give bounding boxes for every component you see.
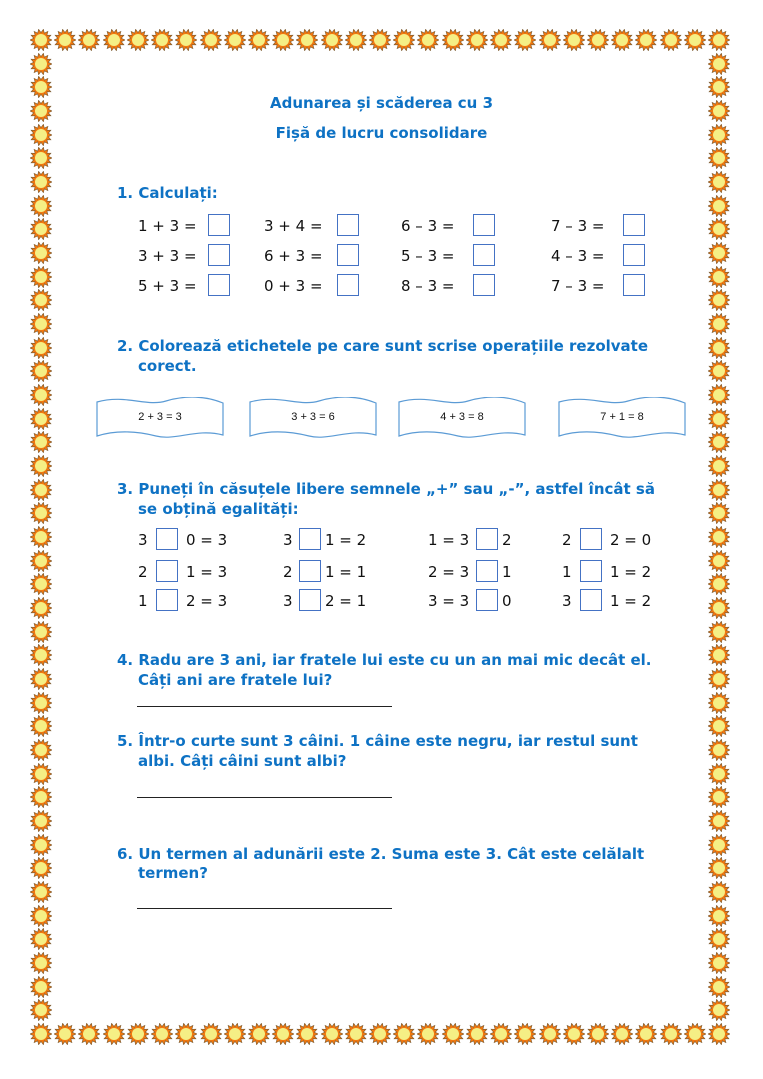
sun-icon	[708, 786, 730, 808]
sun-icon	[30, 526, 52, 548]
sun-icon	[224, 29, 246, 51]
answer-box[interactable]	[623, 214, 645, 236]
sun-icon	[30, 289, 52, 311]
equation-left: 3	[283, 592, 293, 610]
sign-box[interactable]	[476, 560, 498, 582]
sun-icon	[30, 171, 52, 193]
answer-box[interactable]	[208, 274, 230, 296]
label-text: 4 + 3 = 8	[440, 411, 484, 423]
sun-icon	[660, 29, 682, 51]
sun-icon	[708, 715, 730, 737]
sun-icon	[708, 976, 730, 998]
answer-label[interactable]	[398, 397, 526, 441]
sun-icon	[30, 455, 52, 477]
equation: 4 – 3 =	[551, 247, 605, 265]
sun-icon	[708, 289, 730, 311]
equation: 0 + 3 =	[264, 277, 323, 295]
exercise-5-line1: 5. Într-o curte sunt 3 câini. 1 câine este negru, iar restul sunt	[117, 732, 638, 750]
sun-icon	[611, 1023, 633, 1045]
sun-icon	[708, 668, 730, 690]
exercise-2-label-line1: 2. Colorează etichetele pe care sunt scrise operațiile rezolvate	[117, 337, 649, 355]
sun-icon	[30, 29, 52, 51]
sun-icon	[200, 1023, 222, 1045]
sun-icon	[272, 1023, 294, 1045]
sun-icon	[514, 29, 536, 51]
sun-icon	[393, 1023, 415, 1045]
equation-left: 3 = 3	[428, 592, 470, 610]
equation-right: 1 = 1	[325, 563, 367, 581]
sun-icon	[417, 1023, 439, 1045]
sun-icon	[151, 29, 173, 51]
sun-icon	[30, 999, 52, 1021]
answer-box[interactable]	[337, 244, 359, 266]
exercise-3-label-line2: se obțină egalități:	[138, 500, 299, 518]
sun-icon	[708, 810, 730, 832]
equation-right: 0 = 3	[186, 531, 228, 549]
sun-icon	[30, 739, 52, 761]
sun-icon	[539, 29, 561, 51]
sign-box[interactable]	[299, 528, 321, 550]
sun-icon	[103, 1023, 125, 1045]
answer-box[interactable]	[473, 274, 495, 296]
sun-icon	[248, 1023, 270, 1045]
sun-icon	[30, 384, 52, 406]
sun-icon	[708, 455, 730, 477]
equation-right: 1 = 3	[186, 563, 228, 581]
equation-right: 2 = 1	[325, 592, 367, 610]
sun-icon	[248, 29, 270, 51]
sun-icon	[30, 313, 52, 335]
sun-icon	[30, 692, 52, 714]
equation-right: 1 = 2	[610, 592, 652, 610]
sun-icon	[30, 266, 52, 288]
sun-icon	[708, 29, 730, 51]
sun-icon	[30, 786, 52, 808]
sun-icon	[466, 1023, 488, 1045]
exercise-2-label-line2: corect.	[138, 357, 197, 375]
sun-icon	[30, 763, 52, 785]
sun-icon	[321, 1023, 343, 1045]
sun-icon	[514, 1023, 536, 1045]
exercise-6-line2: termen?	[138, 864, 208, 882]
equation: 5 – 3 =	[401, 247, 455, 265]
sun-icon	[30, 668, 52, 690]
equation-right: 2 = 3	[186, 592, 228, 610]
sun-icon	[708, 360, 730, 382]
sun-icon	[30, 502, 52, 524]
equation: 1 + 3 =	[138, 217, 197, 235]
answer-box[interactable]	[473, 214, 495, 236]
sun-icon	[78, 1023, 100, 1045]
sun-icon	[175, 1023, 197, 1045]
sun-icon	[708, 952, 730, 974]
sun-icon	[635, 1023, 657, 1045]
exercise-1-label: 1. Calculați:	[117, 184, 218, 202]
sun-icon	[369, 29, 391, 51]
sun-icon	[103, 29, 125, 51]
sun-icon	[30, 147, 52, 169]
sun-icon	[30, 360, 52, 382]
sign-box[interactable]	[580, 589, 602, 611]
equation: 7 – 3 =	[551, 217, 605, 235]
sign-box[interactable]	[580, 560, 602, 582]
answer-box[interactable]	[623, 244, 645, 266]
sun-icon	[296, 29, 318, 51]
answer-box[interactable]	[623, 274, 645, 296]
sun-icon	[587, 1023, 609, 1045]
sun-icon	[684, 1023, 706, 1045]
answer-label[interactable]	[249, 397, 377, 441]
exercise-5-line2: albi. Câți câini sunt albi?	[138, 752, 347, 770]
sun-icon	[708, 218, 730, 240]
sun-icon	[466, 29, 488, 51]
equation-left: 2 = 3	[428, 563, 470, 581]
sun-icon	[30, 431, 52, 453]
answer-label[interactable]	[96, 397, 224, 441]
equation: 3 + 3 =	[138, 247, 197, 265]
sun-icon	[708, 266, 730, 288]
equation-left: 2	[562, 531, 572, 549]
answer-box[interactable]	[208, 244, 230, 266]
sun-icon	[345, 29, 367, 51]
sun-icon	[272, 29, 294, 51]
sun-icon	[30, 1023, 52, 1045]
sun-icon	[708, 1023, 730, 1045]
page-title: Adunarea și scăderea cu 3	[269, 94, 494, 112]
sun-icon	[175, 29, 197, 51]
sign-box[interactable]	[156, 589, 178, 611]
equation-left: 3	[562, 592, 572, 610]
sun-icon	[708, 881, 730, 903]
equation-left: 1 = 3	[428, 531, 470, 549]
sun-icon	[708, 999, 730, 1021]
sun-icon	[708, 644, 730, 666]
sun-icon	[30, 337, 52, 359]
equation: 6 + 3 =	[264, 247, 323, 265]
sun-icon	[587, 29, 609, 51]
sign-box[interactable]	[156, 528, 178, 550]
equation-left: 2	[283, 563, 293, 581]
sun-icon	[30, 573, 52, 595]
sun-icon	[563, 1023, 585, 1045]
sun-icon	[708, 479, 730, 501]
exercise-5-answer-line[interactable]	[137, 797, 392, 798]
sun-icon	[30, 905, 52, 927]
sun-icon	[30, 479, 52, 501]
sun-icon	[442, 1023, 464, 1045]
sun-icon	[30, 928, 52, 950]
sun-icon	[127, 1023, 149, 1045]
equation-right: 1	[502, 563, 512, 581]
sun-icon	[708, 550, 730, 572]
exercise-4-line1: 4. Radu are 3 ani, iar fratele lui este cu un an mai mic decât el.	[117, 651, 652, 669]
sign-box[interactable]	[299, 589, 321, 611]
sun-icon	[708, 739, 730, 761]
answer-box[interactable]	[337, 214, 359, 236]
sun-icon	[30, 834, 52, 856]
equation-right: 2 = 0	[610, 531, 652, 549]
equation-left: 1	[138, 592, 148, 610]
sun-icon	[54, 1023, 76, 1045]
equation-left: 3	[283, 531, 293, 549]
sun-icon	[708, 763, 730, 785]
sun-icon	[30, 952, 52, 974]
sun-icon	[30, 597, 52, 619]
answer-box[interactable]	[208, 214, 230, 236]
exercise-3-label-line1: 3. Puneți în căsuțele libere semnele „+” sau „-”, astfel încât să	[117, 480, 655, 498]
sun-icon	[708, 53, 730, 75]
sign-box[interactable]	[156, 560, 178, 582]
sun-icon	[490, 29, 512, 51]
exercise-4-line2: Câți ani are fratele lui?	[138, 671, 333, 689]
sun-icon	[345, 1023, 367, 1045]
sun-icon	[30, 810, 52, 832]
equation: 8 – 3 =	[401, 277, 455, 295]
equation-right: 1 = 2	[325, 531, 367, 549]
sun-icon	[708, 337, 730, 359]
sun-icon	[30, 881, 52, 903]
sign-box[interactable]	[476, 589, 498, 611]
equation: 6 – 3 =	[401, 217, 455, 235]
sun-icon	[30, 550, 52, 572]
sun-icon	[708, 171, 730, 193]
sun-icon	[708, 195, 730, 217]
sun-icon	[708, 147, 730, 169]
answer-box[interactable]	[337, 274, 359, 296]
sign-box[interactable]	[299, 560, 321, 582]
sun-icon	[708, 313, 730, 335]
sun-icon	[708, 384, 730, 406]
sun-icon	[30, 715, 52, 737]
label-text: 2 + 3 = 3	[138, 411, 182, 423]
sun-icon	[708, 834, 730, 856]
equation-right: 1 = 2	[610, 563, 652, 581]
sun-icon	[30, 857, 52, 879]
sun-icon	[151, 1023, 173, 1045]
sun-icon	[635, 29, 657, 51]
sun-icon	[708, 573, 730, 595]
sun-icon	[660, 1023, 682, 1045]
exercise-6-line1: 6. Un termen al adunării este 2. Suma este 3. Cât este celălalt	[117, 845, 645, 863]
answer-box[interactable]	[473, 244, 495, 266]
sun-icon	[30, 976, 52, 998]
equation: 7 – 3 =	[551, 277, 605, 295]
sun-icon	[224, 1023, 246, 1045]
sun-icon	[539, 1023, 561, 1045]
page-subtitle: Fișă de lucru consolidare	[275, 124, 488, 142]
sun-icon	[417, 29, 439, 51]
sun-icon	[708, 621, 730, 643]
equation-right: 2	[502, 531, 512, 549]
sun-icon	[78, 29, 100, 51]
exercise-4-answer-line[interactable]	[137, 706, 392, 707]
sun-icon	[30, 621, 52, 643]
sun-icon	[54, 29, 76, 51]
equation-left: 3	[138, 531, 148, 549]
sun-icon	[611, 29, 633, 51]
sun-icon	[708, 928, 730, 950]
sun-icon	[30, 644, 52, 666]
sun-icon	[127, 29, 149, 51]
sun-icon	[490, 1023, 512, 1045]
sun-icon	[30, 218, 52, 240]
sun-icon	[708, 502, 730, 524]
sun-icon	[708, 431, 730, 453]
sun-icon	[708, 597, 730, 619]
sun-icon	[708, 692, 730, 714]
sign-box[interactable]	[476, 528, 498, 550]
equation: 5 + 3 =	[138, 277, 197, 295]
sun-icon	[369, 1023, 391, 1045]
exercise-6-answer-line[interactable]	[137, 908, 392, 909]
equation-left: 1	[562, 563, 572, 581]
label-text: 3 + 3 = 6	[291, 411, 335, 423]
sun-icon	[30, 408, 52, 430]
sun-icon	[708, 526, 730, 548]
sun-icon	[200, 29, 222, 51]
sun-icon	[393, 29, 415, 51]
sun-icon	[563, 29, 585, 51]
sun-icon	[708, 408, 730, 430]
equation: 3 + 4 =	[264, 217, 323, 235]
sun-icon	[30, 195, 52, 217]
equation-right: 0	[502, 592, 512, 610]
sign-box[interactable]	[580, 528, 602, 550]
sun-icon	[296, 1023, 318, 1045]
sun-icon	[30, 53, 52, 75]
sun-icon	[708, 242, 730, 264]
sun-icon	[684, 29, 706, 51]
answer-label[interactable]	[558, 397, 686, 441]
sun-icon	[442, 29, 464, 51]
equation-left: 2	[138, 563, 148, 581]
sun-icon	[321, 29, 343, 51]
sun-icon	[708, 857, 730, 879]
label-text: 7 + 1 = 8	[600, 411, 644, 423]
sun-icon	[708, 905, 730, 927]
sun-icon	[30, 242, 52, 264]
